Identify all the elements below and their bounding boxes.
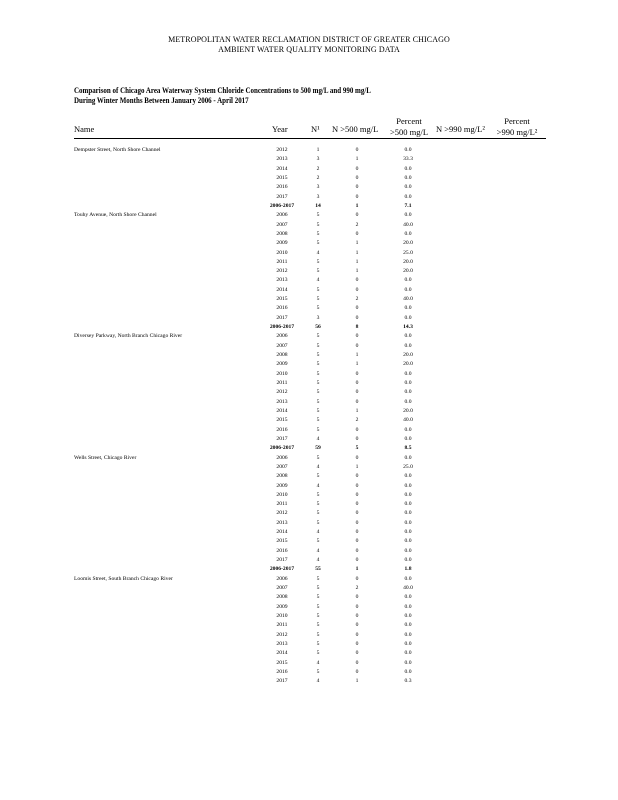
col-header-year: Year — [272, 124, 288, 134]
percent500-cell: 0.0 — [404, 398, 412, 405]
n500-cell: 2 — [355, 585, 359, 592]
n500-cell: 0 — [355, 519, 359, 526]
percent500-cell: 0.0 — [404, 165, 412, 172]
year-cell: 2016 — [276, 668, 288, 675]
n500-cell: 2 — [355, 296, 359, 303]
percent500-cell: 0.0 — [404, 668, 412, 675]
year-cell: 2006-2017 — [269, 566, 295, 573]
n500-cell: 0 — [355, 333, 359, 340]
year-cell: 2009 — [276, 482, 288, 489]
percent500-cell: 0.0 — [404, 510, 412, 517]
percent500-cell: 0.0 — [404, 557, 412, 564]
n-cell: 5 — [316, 352, 320, 359]
year-cell: 2009 — [276, 240, 288, 247]
year-cell: 2014 — [276, 529, 288, 536]
col-header-n500: N >500 mg/L — [332, 124, 379, 134]
percent500-cell: 0.0 — [404, 184, 412, 191]
percent500-cell: 0.0 — [404, 305, 412, 312]
percent500-cell: 0.0 — [404, 538, 412, 545]
n-cell: 5 — [316, 510, 320, 517]
n-cell: 5 — [316, 613, 320, 619]
n500-cell: 0 — [355, 380, 359, 386]
station-name: Loomis Street, South Branch Chicago River — [74, 575, 173, 582]
n500-cell: 0 — [355, 212, 359, 219]
col-header-n: N¹ — [311, 124, 320, 134]
n-cell: 2 — [316, 174, 320, 181]
n-cell: 14 — [315, 202, 321, 209]
n500-cell: 1 — [355, 463, 359, 470]
percent500-cell: 0.0 — [404, 286, 412, 293]
n500-cell: 1 — [355, 566, 359, 573]
year-cell: 2011 — [276, 622, 288, 629]
year-cell: 2010 — [276, 370, 288, 377]
n500-cell: 0 — [355, 491, 359, 498]
percent500-cell: 0.0 — [404, 212, 412, 219]
n500-cell: 0 — [355, 501, 359, 508]
percent500-cell: 0.0 — [404, 435, 412, 442]
station-name: Touhy Avenue, North Shore Channel — [74, 212, 157, 219]
n-cell: 3 — [316, 156, 320, 163]
n-cell: 5 — [316, 398, 320, 405]
table-subtitle — [74, 85, 371, 105]
n-cell: 4 — [316, 482, 320, 489]
col-header-percent990-bottom: >990 mg/L² — [496, 127, 538, 137]
n-cell: 4 — [316, 463, 320, 470]
n-cell: 5 — [316, 258, 320, 265]
n500-cell: 1 — [355, 240, 359, 247]
percent500-cell: 25.0 — [403, 463, 413, 470]
year-cell: 2012 — [276, 389, 288, 396]
year-cell: 2006 — [276, 212, 288, 219]
n500-cell: 5 — [355, 445, 359, 452]
n-cell: 55 — [315, 566, 321, 573]
n-cell: 5 — [316, 585, 320, 592]
n-cell: 5 — [316, 305, 320, 312]
n500-cell: 0 — [355, 454, 359, 461]
percent500-cell: 20.0 — [403, 240, 413, 247]
n500-cell: 0 — [355, 426, 359, 433]
percent500-cell: 0.0 — [404, 650, 412, 657]
n-cell: 3 — [316, 184, 320, 191]
percent500-cell: 20.0 — [403, 268, 413, 275]
percent500-cell: 1.8 — [404, 566, 412, 573]
year-cell: 2006 — [276, 575, 288, 582]
year-cell: 2011 — [276, 380, 288, 386]
percent500-cell: 0.0 — [404, 370, 412, 377]
station-name: Diversey Parkway, North Branch Chicago River — [74, 333, 183, 340]
n500-cell: 0 — [355, 603, 359, 610]
year-cell: 2017 — [276, 435, 288, 442]
table-row — [0, 677, 618, 687]
n-cell: 5 — [316, 221, 320, 228]
percent500-cell: 0.0 — [404, 529, 412, 536]
n500-cell: 0 — [355, 174, 359, 181]
n-cell: 5 — [316, 333, 320, 340]
n500-cell: 0 — [355, 613, 359, 619]
percent500-cell: 0.0 — [404, 519, 412, 526]
year-cell: 2013 — [276, 519, 288, 526]
percent500-cell: 0.0 — [404, 622, 412, 629]
n-cell: 5 — [316, 417, 320, 424]
year-cell: 2007 — [276, 463, 288, 470]
n500-cell: 1 — [355, 407, 359, 414]
year-cell: 2010 — [276, 613, 288, 619]
n-cell: 4 — [316, 435, 320, 442]
percent500-cell: 0.0 — [404, 342, 412, 349]
col-header-percent500 — [387, 116, 431, 138]
year-cell: 2006 — [276, 333, 288, 340]
percent500-cell: 0.0 — [404, 482, 412, 489]
year-cell: 2016 — [276, 184, 288, 191]
year-cell: 2013 — [276, 640, 288, 647]
year-cell: 2009 — [276, 361, 288, 368]
n500-cell: 1 — [355, 352, 359, 359]
n-cell: 5 — [316, 426, 320, 433]
n500-cell: 0 — [355, 640, 359, 647]
n500-cell: 0 — [355, 314, 359, 321]
year-cell: 2014 — [276, 286, 288, 293]
year-cell: 2015 — [276, 417, 288, 424]
year-cell: 2017 — [276, 193, 288, 200]
year-cell: 2011 — [276, 501, 288, 508]
n500-cell: 0 — [355, 557, 359, 564]
n500-cell: 1 — [355, 361, 359, 368]
n500-cell: 8 — [355, 324, 359, 331]
year-cell: 2013 — [276, 398, 288, 405]
n-cell: 5 — [316, 380, 320, 386]
n-cell: 5 — [316, 454, 320, 461]
percent500-cell: 0.0 — [404, 659, 412, 666]
year-cell: 2014 — [276, 650, 288, 657]
year-cell: 2010 — [276, 249, 288, 256]
n500-cell: 0 — [355, 668, 359, 675]
n500-cell: 0 — [355, 305, 359, 312]
percent500-cell: 40.0 — [403, 296, 413, 303]
percent500-cell: 40.0 — [403, 221, 413, 228]
percent500-cell: 0.0 — [404, 314, 412, 321]
n500-cell: 0 — [355, 184, 359, 191]
n-cell: 5 — [316, 501, 320, 508]
n-cell: 59 — [315, 445, 321, 452]
n500-cell: 0 — [355, 389, 359, 396]
col-header-percent500-top: Percent — [396, 116, 422, 126]
table-subtitle-line2: During Winter Months Between January 2006 - April 2017 — [74, 95, 249, 105]
percent500-cell: 25.0 — [403, 249, 413, 256]
n500-cell: 0 — [355, 342, 359, 349]
n-cell: 4 — [316, 659, 320, 666]
percent500-cell: 0.0 — [404, 640, 412, 647]
n-cell: 5 — [316, 650, 320, 657]
n500-cell: 0 — [355, 547, 359, 554]
n500-cell: 0 — [355, 510, 359, 517]
n-cell: 5 — [316, 622, 320, 629]
n500-cell: 0 — [355, 659, 359, 666]
n-cell: 5 — [316, 342, 320, 349]
n-cell: 1 — [316, 147, 320, 153]
percent500-cell: 33.3 — [403, 156, 413, 163]
n500-cell: 0 — [355, 277, 359, 284]
percent500-cell: 0.0 — [404, 147, 412, 153]
report-header — [0, 35, 618, 55]
percent500-cell: 0.0 — [404, 193, 412, 200]
year-cell: 2015 — [276, 174, 288, 181]
n500-cell: 1 — [355, 249, 359, 256]
percent500-cell: 0.0 — [404, 277, 412, 284]
n500-cell: 0 — [355, 230, 359, 237]
n-cell: 3 — [316, 314, 320, 321]
n-cell: 5 — [316, 491, 320, 498]
n-cell: 56 — [315, 324, 321, 331]
n-cell: 4 — [316, 547, 320, 554]
n500-cell: 2 — [355, 221, 359, 228]
n-cell: 5 — [316, 240, 320, 247]
year-cell: 2015 — [276, 659, 288, 666]
percent500-cell: 20.0 — [403, 258, 413, 265]
n500-cell: 0 — [355, 622, 359, 629]
n-cell: 5 — [316, 407, 320, 414]
n-cell: 5 — [316, 212, 320, 219]
col-header-percent500-bottom: >500 mg/L — [389, 127, 429, 137]
percent500-cell: 0.0 — [404, 575, 412, 582]
n-cell: 5 — [316, 538, 320, 545]
n500-cell: 0 — [355, 193, 359, 200]
n-cell: 3 — [316, 193, 320, 200]
percent500-cell: 8.5 — [404, 445, 412, 452]
year-cell: 2006-2017 — [269, 202, 295, 209]
percent500-cell: 0.0 — [404, 547, 412, 554]
n-cell: 2 — [316, 165, 320, 172]
station-name: Wells Street, Chicago River — [74, 454, 137, 461]
year-cell: 2012 — [276, 147, 288, 153]
col-header-percent990-top: Percent — [504, 116, 530, 126]
station-name: Dempster Street, North Shore Channel — [74, 147, 161, 153]
year-cell: 2017 — [276, 557, 288, 564]
report-header-line2: AMBIENT WATER QUALITY MONITORING DATA — [218, 45, 400, 54]
percent500-cell: 40.0 — [403, 417, 413, 424]
n500-cell: 0 — [355, 594, 359, 601]
n500-cell: 0 — [355, 370, 359, 377]
year-cell: 2013 — [276, 156, 288, 163]
year-cell: 2014 — [276, 407, 288, 414]
n-cell: 5 — [316, 370, 320, 377]
n500-cell: 1 — [355, 678, 359, 685]
year-cell: 2009 — [276, 603, 288, 610]
year-cell: 2006-2017 — [269, 324, 295, 331]
n-cell: 5 — [316, 286, 320, 293]
n-cell: 5 — [316, 668, 320, 675]
n-cell: 5 — [316, 519, 320, 526]
n500-cell: 0 — [355, 473, 359, 480]
n-cell: 5 — [316, 473, 320, 480]
percent500-cell: 20.0 — [403, 407, 413, 414]
year-cell: 2008 — [276, 473, 288, 480]
report-header-line1: METROPOLITAN WATER RECLAMATION DISTRICT OF GREATER CHICAGO — [168, 35, 450, 44]
year-cell: 2013 — [276, 277, 288, 284]
n-cell: 5 — [316, 575, 320, 582]
percent500-cell: 0.3 — [404, 678, 412, 685]
year-cell: 2012 — [276, 510, 288, 517]
n500-cell: 0 — [355, 286, 359, 293]
year-cell: 2008 — [276, 594, 288, 601]
n500-cell: 0 — [355, 538, 359, 545]
percent500-cell: 0.0 — [404, 501, 412, 508]
year-cell: 2016 — [276, 426, 288, 433]
n500-cell: 0 — [355, 650, 359, 657]
year-cell: 2011 — [276, 258, 288, 265]
col-header-percent990 — [492, 116, 542, 138]
year-cell: 2016 — [276, 305, 288, 312]
n500-cell: 0 — [355, 575, 359, 582]
percent500-cell: 0.0 — [404, 594, 412, 601]
n500-cell: 0 — [355, 529, 359, 536]
n500-cell: 0 — [355, 631, 359, 638]
n-cell: 5 — [316, 361, 320, 368]
percent500-cell: 0.0 — [404, 631, 412, 638]
n500-cell: 0 — [355, 147, 359, 153]
n-cell: 4 — [316, 249, 320, 256]
n-cell: 4 — [316, 557, 320, 564]
percent500-cell: 0.0 — [404, 230, 412, 237]
n500-cell: 1 — [355, 202, 359, 209]
year-cell: 2015 — [276, 538, 288, 545]
year-cell: 2008 — [276, 230, 288, 237]
percent500-cell: 20.0 — [403, 361, 413, 368]
n-cell: 5 — [316, 389, 320, 396]
year-cell: 2010 — [276, 491, 288, 498]
year-cell: 2007 — [276, 585, 288, 592]
n-cell: 4 — [316, 678, 320, 685]
n500-cell: 1 — [355, 268, 359, 275]
year-cell: 2014 — [276, 165, 288, 172]
col-header-name: Name — [74, 124, 95, 134]
year-cell: 2015 — [276, 296, 288, 303]
year-cell: 2012 — [276, 631, 288, 638]
percent500-cell: 40.0 — [403, 585, 413, 592]
n-cell: 5 — [316, 296, 320, 303]
year-cell: 2017 — [276, 314, 288, 321]
n-cell: 5 — [316, 640, 320, 647]
col-header-n990: N >990 mg/L² — [436, 124, 485, 134]
percent500-cell: 0.0 — [404, 426, 412, 433]
year-cell: 2007 — [276, 221, 288, 228]
percent500-cell: 20.0 — [403, 352, 413, 359]
year-cell: 2016 — [276, 547, 288, 554]
percent500-cell: 0.0 — [404, 603, 412, 610]
n-cell: 5 — [316, 230, 320, 237]
year-cell: 2006-2017 — [269, 445, 295, 452]
n-cell: 4 — [316, 277, 320, 284]
year-cell: 2008 — [276, 352, 288, 359]
percent500-cell: 0.0 — [404, 333, 412, 340]
n500-cell: 2 — [355, 417, 359, 424]
percent500-cell: 0.0 — [404, 174, 412, 181]
year-cell: 2007 — [276, 342, 288, 349]
n500-cell: 0 — [355, 435, 359, 442]
percent500-cell: 0.0 — [404, 389, 412, 396]
percent500-cell: 0.0 — [404, 491, 412, 498]
n500-cell: 0 — [355, 165, 359, 172]
n-cell: 5 — [316, 268, 320, 275]
percent500-cell: 0.0 — [404, 380, 412, 386]
n-cell: 4 — [316, 529, 320, 536]
n-cell: 5 — [316, 603, 320, 610]
percent500-cell: 0.0 — [404, 454, 412, 461]
header-rule — [74, 138, 546, 139]
n-cell: 5 — [316, 631, 320, 638]
n500-cell: 0 — [355, 398, 359, 405]
percent500-cell: 7.1 — [404, 202, 412, 209]
percent500-cell: 14.3 — [403, 324, 413, 331]
year-cell: 2006 — [276, 454, 288, 461]
percent500-cell: 0.0 — [404, 473, 412, 480]
year-cell: 2012 — [276, 268, 288, 275]
n500-cell: 0 — [355, 482, 359, 489]
n500-cell: 1 — [355, 156, 359, 163]
n-cell: 5 — [316, 594, 320, 601]
table-subtitle-line1: Comparison of Chicago Area Waterway System Chloride Concentrations to 500 mg/L and 990 mg/L — [74, 85, 371, 95]
n500-cell: 1 — [355, 258, 359, 265]
year-cell: 2017 — [276, 678, 288, 685]
percent500-cell: 0.0 — [404, 613, 412, 619]
